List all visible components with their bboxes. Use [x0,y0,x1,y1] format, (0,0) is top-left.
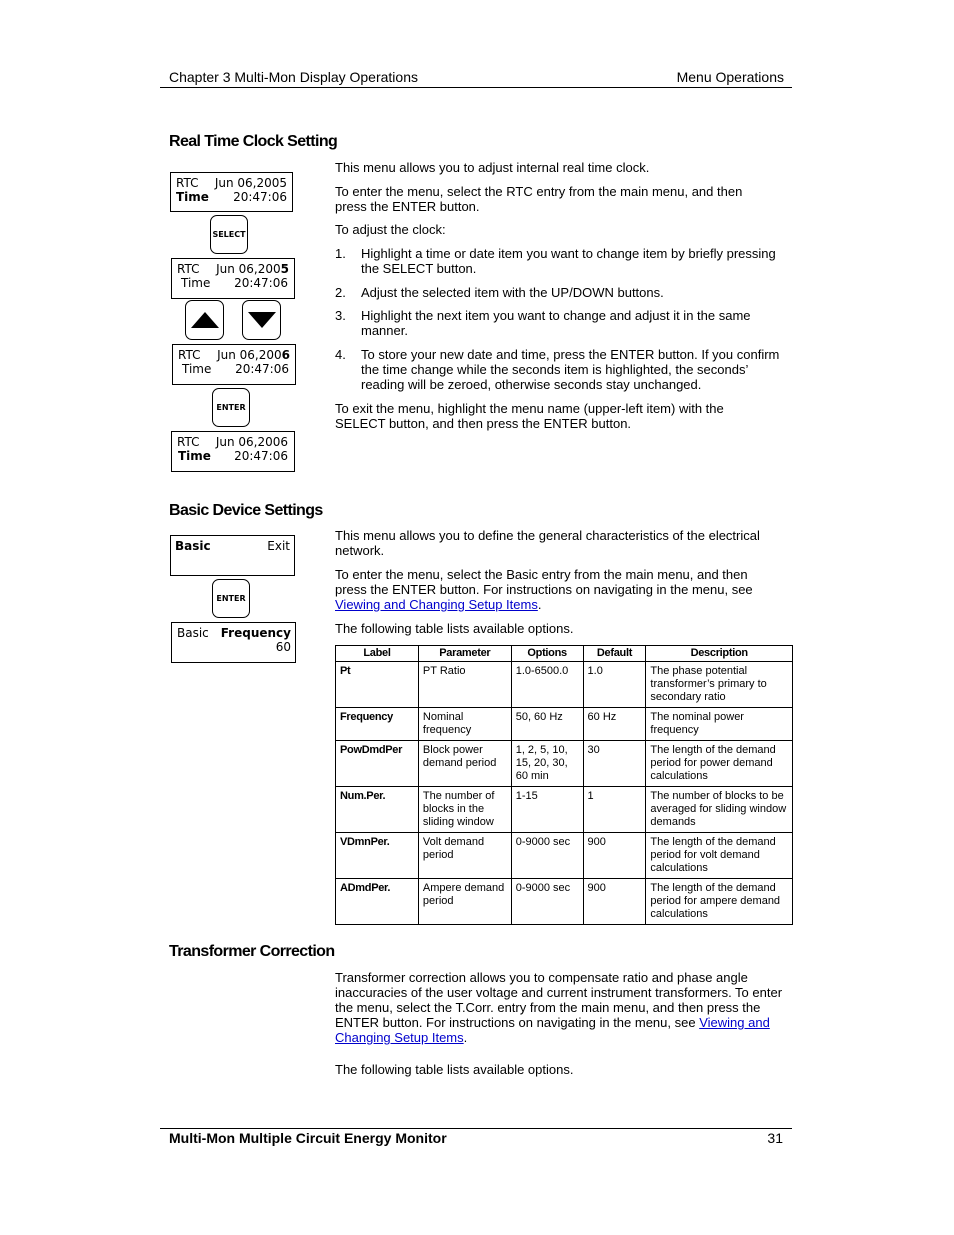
footer-title: Multi-Mon Multiple Circuit Energy Monitor [169,1130,447,1146]
table-cell: Pt [336,662,419,708]
table-cell: 1-15 [511,787,583,833]
basic-table-intro: The following table lists available options. [335,621,574,636]
list-item: 2. Adjust the selected item with the UP/DOWN buttons. [335,285,664,300]
rtc-screen-3 [172,344,296,385]
basic-screen-frequency-label: Frequency [220,626,291,640]
table-cell: 900 [583,879,646,925]
column-header: Options [511,646,583,662]
rtc-enter-text: To enter the menu, select the RTC entry from the main menu, and then press the ENTER button. [335,184,743,214]
table-cell: Nominal frequency [418,708,511,741]
table-row [336,879,793,925]
rtc-section-title: Real Time Clock Setting [169,133,338,150]
basic-screen-2 [171,622,296,663]
basic-screen-1 [170,535,295,576]
rtc-screen-4 [171,431,295,472]
table-cell: The number of blocks to be averaged for sliding window demands [646,787,793,833]
table-row [336,741,793,787]
up-button[interactable] [185,300,224,340]
column-header: Description [646,646,793,662]
viewing-setup-items-link[interactable]: Viewing and Changing Setup Items [335,597,538,612]
rtc-screen-time-label: Time [182,362,212,376]
table-cell: The nominal power frequency [646,708,793,741]
table-cell: 50, 60 Hz [511,708,583,741]
table-cell: VDmnPer. [336,833,419,879]
rtc-screen-label: RTC [178,348,201,362]
table-cell: Ampere demand period [418,879,511,925]
footer-divider [160,1128,792,1129]
table-cell: 0-9000 sec [511,833,583,879]
basic-screen-label: Basic [175,539,211,553]
table-cell: 1.0 [583,662,646,708]
viewing-setup-items-link[interactable]: Viewing and Changing Setup Items [335,1015,770,1045]
tcorr-table-intro: The following table lists available options. [335,1062,574,1077]
rtc-screen-time: 20:47:06 [234,276,288,290]
enter-button[interactable]: ENTER [212,579,250,618]
basic-enter-text: To enter the menu, select the Basic entry from the main menu, and then press the ENTER button. For instructions on navigating in the menu, see Viewing and Changing Setup Items. [335,567,753,612]
table-cell: 1 [583,787,646,833]
table-cell: The phase potential transformer’s primary to secondary ratio [646,662,793,708]
list-item: 4. To store your new date and time, press the ENTER button. If you confirm the time change while the seconds item is highlighted, the seconds’ reading will be zeroed, otherwise seconds stay unchanged. [335,347,780,392]
basic-screen-exit: Exit [267,539,290,553]
rtc-screen-date: Jun 06,2006 [217,348,290,362]
header-section-title: Menu Operations [676,69,784,85]
table-row [336,662,793,708]
down-button[interactable] [242,300,281,340]
table-cell: Num.Per. [336,787,419,833]
tcorr-text: Transformer correction allows you to compensate ratio and phase angle inaccuracies of the user voltage and current instrument transformers. To enter the menu, select the T.Corr. entry from the main menu, and then press the ENTER button. For instructions on navigating in the menu, see Viewing and Changing Setup Items. [335,970,783,1045]
header-divider [160,87,792,88]
table-cell: ADmdPer. [336,879,419,925]
rtc-screen-2 [171,258,295,299]
column-header: Label [336,646,419,662]
header-chapter-title: Chapter 3 Multi-Mon Display Operations [169,69,418,85]
table-row [336,708,793,741]
rtc-screen-time-label: Time [176,190,209,204]
table-cell: Volt demand period [418,833,511,879]
list-item: 3. Highlight the next item you want to change and adjust it in the same manner. [335,308,751,338]
table-cell: 900 [583,833,646,879]
rtc-adjust-intro: To adjust the clock: [335,222,446,237]
arrow-down-icon [248,312,276,328]
table-cell: 30 [583,741,646,787]
table-cell: 0-9000 sec [511,879,583,925]
rtc-screen-time-label: Time [181,276,211,290]
table-row [336,833,793,879]
rtc-screen-label: RTC [177,435,200,449]
rtc-screen-time: 20:47:06 [235,362,289,376]
rtc-screen-date: Jun 06,2006 [215,435,288,449]
table-cell: 1.0-6500.0 [511,662,583,708]
rtc-screen-1 [170,172,293,212]
table-row [336,787,793,833]
basic-screen-label: Basic [177,626,209,640]
list-item: 1. Highlight a time or date item you want to change item by briefly pressing the SELECT button. [335,246,776,276]
rtc-screen-time: 20:47:06 [234,449,288,463]
rtc-exit-text: To exit the menu, highlight the menu name (upper-left item) with the SELECT button, and then press the ENTER button. [335,401,724,431]
rtc-screen-date: Jun 06,2005 [214,176,287,190]
rtc-screen-label: RTC [176,176,199,190]
column-header: Parameter [418,646,511,662]
table-cell: The length of the demand period for ampere demand calculations [646,879,793,925]
table-cell: The length of the demand period for volt demand calculations [646,833,793,879]
arrow-up-icon [191,312,219,328]
tcorr-section-title: Transformer Correction [169,943,335,960]
enter-button[interactable]: ENTER [212,388,250,427]
rtc-intro-text: This menu allows you to adjust internal real time clock. [335,160,650,175]
rtc-screen-label: RTC [177,262,200,276]
page-number: 31 [767,1130,783,1146]
basic-screen-frequency-value: 60 [275,640,291,654]
table-cell: The length of the demand period for power demand calculations [646,741,793,787]
rtc-screen-date: Jun 06,2005 [216,262,289,276]
table-cell: The number of blocks in the sliding window [418,787,511,833]
table-header-row [336,646,793,662]
select-button[interactable]: SELECT [210,215,248,254]
rtc-screen-time-label: Time [178,449,211,463]
table-cell: PowDmdPer [336,741,419,787]
table-cell: 60 Hz [583,708,646,741]
basic-section-title: Basic Device Settings [169,502,323,519]
table-cell: Block power demand period [418,741,511,787]
basic-options-table [335,645,793,925]
table-cell: Frequency [336,708,419,741]
basic-intro-text: This menu allows you to define the general characteristics of the electrical network. [335,528,760,558]
table-cell: PT Ratio [418,662,511,708]
table-cell: 1, 2, 5, 10, 15, 20, 30, 60 min [511,741,583,787]
rtc-screen-time: 20:47:06 [233,190,287,204]
column-header: Default [583,646,646,662]
